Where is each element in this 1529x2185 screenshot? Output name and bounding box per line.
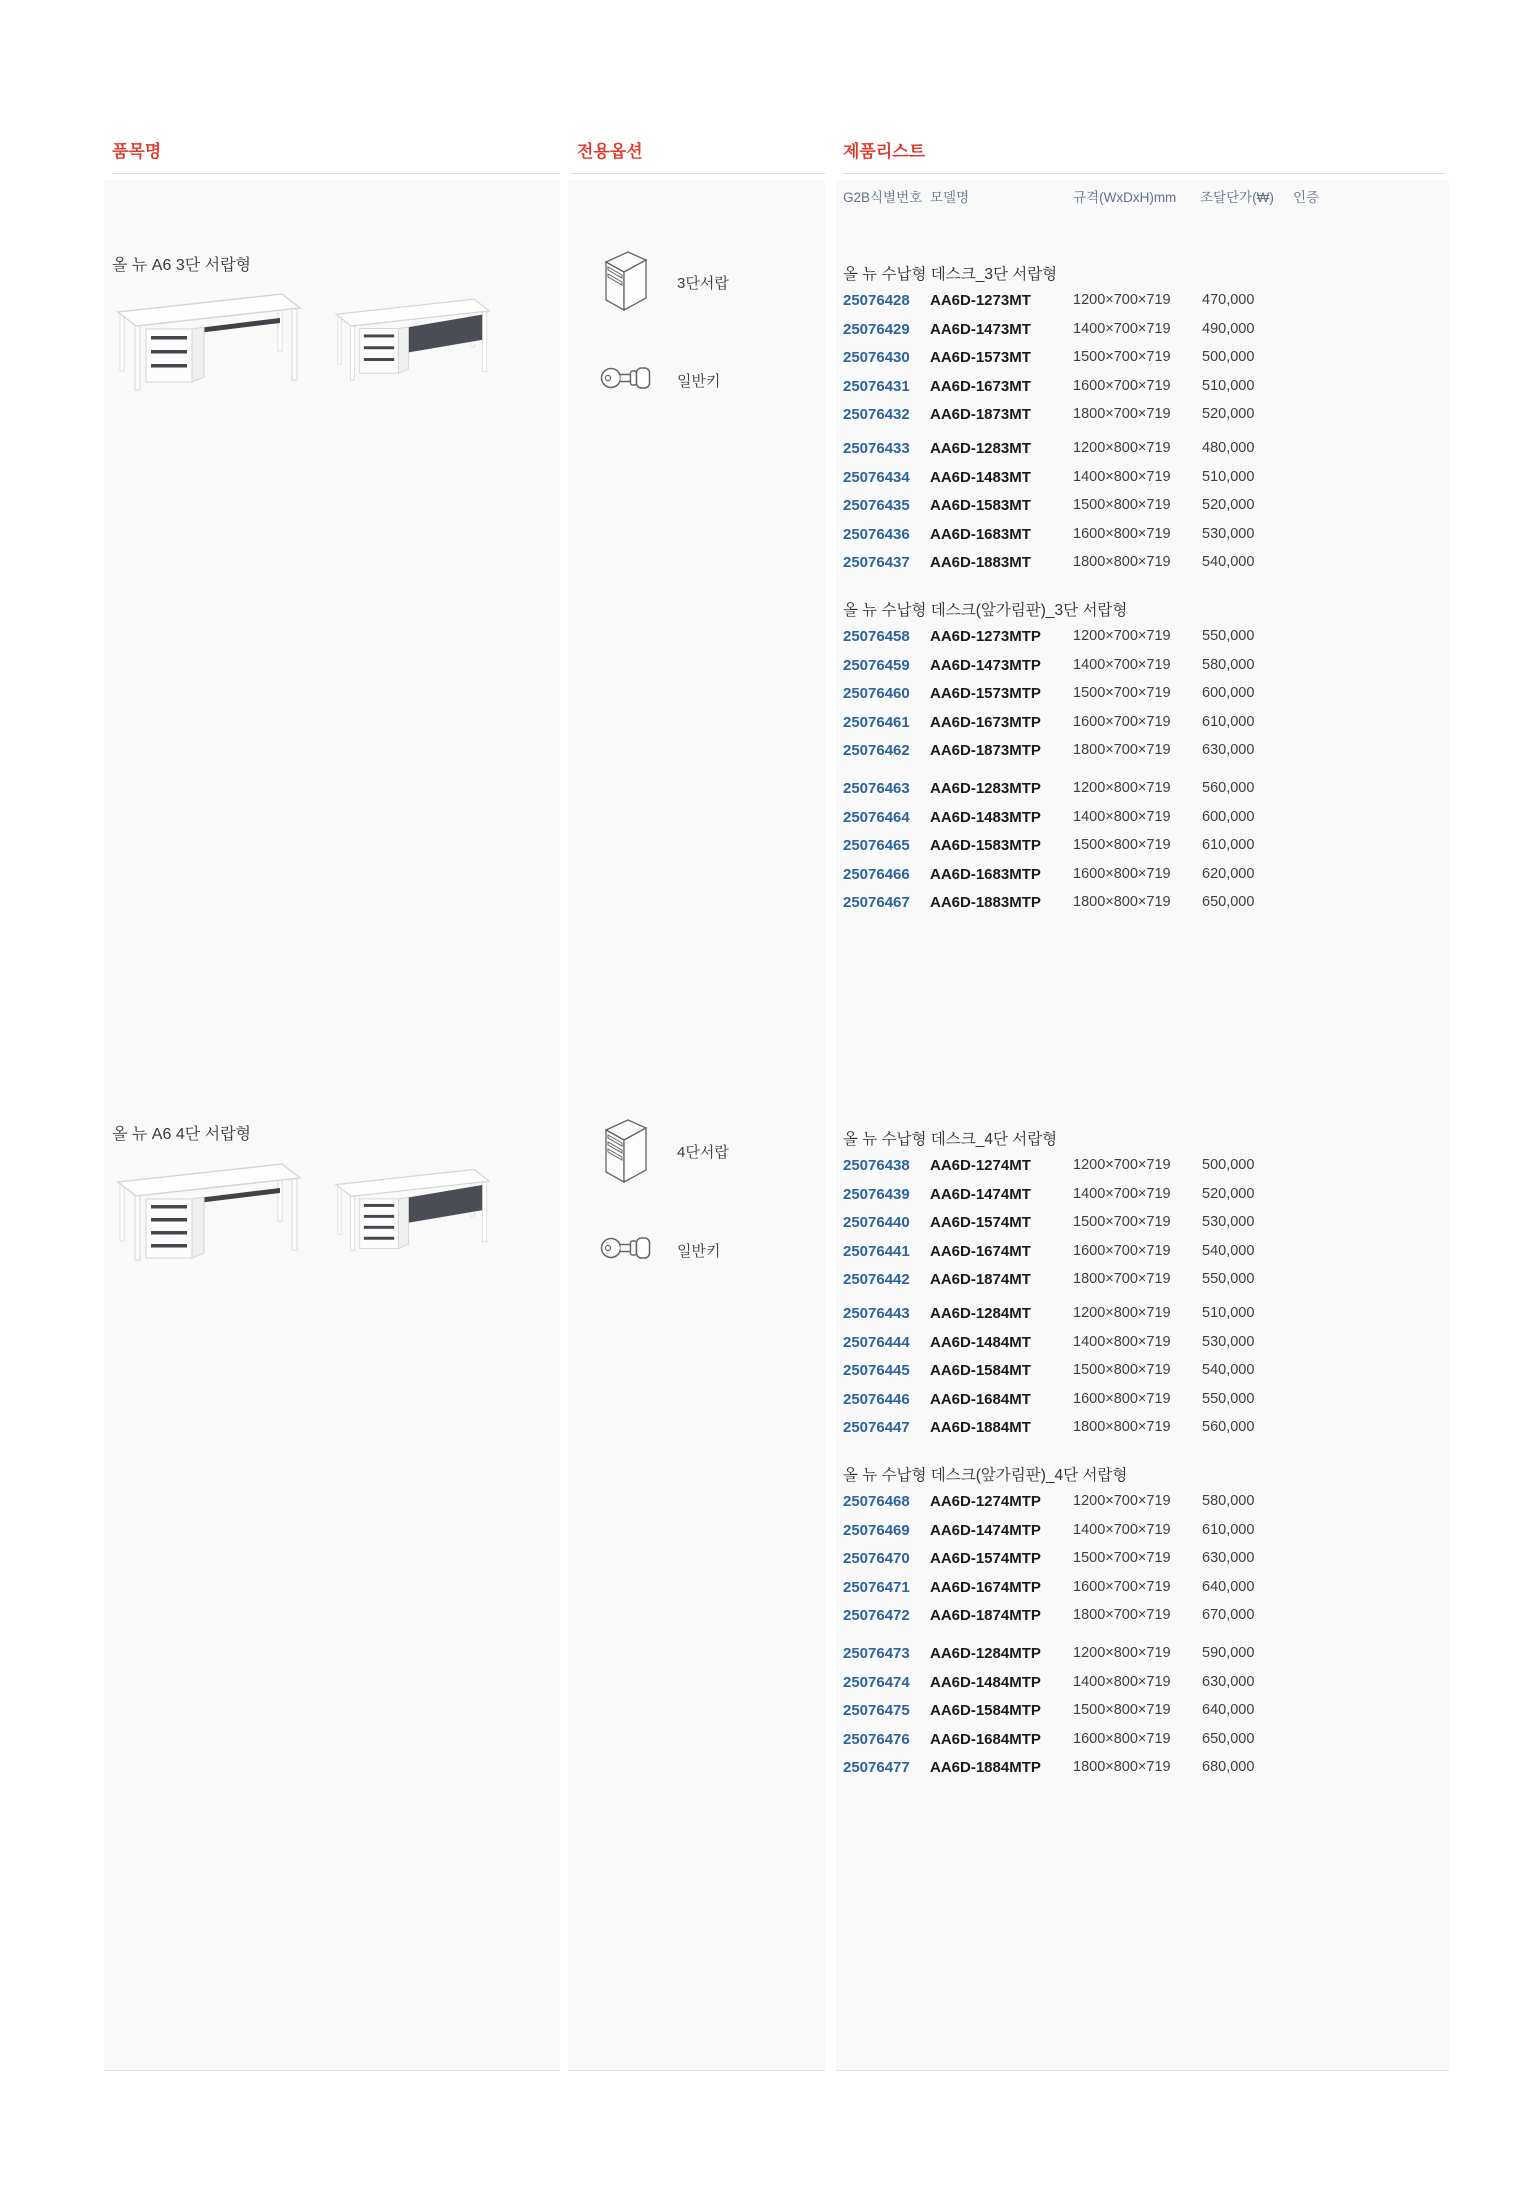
option-label: 일반키 (677, 373, 721, 390)
model-name: AA6D-1274MTP (930, 1493, 1041, 1510)
size-value: 1600×800×719 (1073, 1730, 1171, 1747)
model-name: AA6D-1274MT (930, 1157, 1031, 1174)
model-name: AA6D-1673MTP (930, 713, 1041, 731)
product-row (843, 497, 1445, 526)
product-row (843, 526, 1445, 555)
price-value: 560,000 (1202, 780, 1255, 796)
product-row (843, 1305, 1445, 1334)
size-value: 1200×800×719 (1073, 440, 1171, 456)
size-value: 1200×700×719 (1073, 292, 1171, 308)
size-value: 1200×800×719 (1073, 1645, 1171, 1661)
g2b-number: 25076432 (843, 406, 910, 423)
price-value: 530,000 (1202, 525, 1255, 542)
g2b-number: 25076437 (843, 554, 910, 571)
size-value: 1500×700×719 (1073, 685, 1171, 701)
size-value: 1200×800×719 (1073, 780, 1171, 796)
product-row (843, 1362, 1445, 1391)
g2b-number: 25076471 (843, 1578, 910, 1596)
product-row (843, 1493, 1445, 1522)
price-value: 510,000 (1202, 377, 1255, 394)
size-value: 1400×700×719 (1073, 1521, 1171, 1538)
g2b-number: 25076431 (843, 377, 910, 395)
size-value: 1600×800×719 (1073, 525, 1171, 542)
price-value: 610,000 (1202, 837, 1255, 853)
model-name: AA6D-1284MT (930, 1305, 1031, 1322)
size-value: 1200×700×719 (1073, 1157, 1171, 1173)
model-name: AA6D-1283MTP (930, 780, 1041, 797)
price-value: 610,000 (1202, 1521, 1255, 1538)
option-label: 3단서랍 (677, 275, 729, 292)
price-value: 550,000 (1202, 1390, 1255, 1407)
model-name: AA6D-1474MTP (930, 1521, 1041, 1539)
price-value: 540,000 (1202, 1362, 1255, 1378)
g2b-number: 25076475 (843, 1702, 910, 1719)
price-value: 520,000 (1202, 406, 1255, 422)
g2b-number: 25076465 (843, 837, 910, 854)
price-value: 530,000 (1202, 1333, 1255, 1350)
size-value: 1800×800×719 (1073, 1759, 1171, 1775)
product-row (843, 1157, 1445, 1186)
key-icon (600, 1232, 656, 1264)
product-row (843, 809, 1445, 838)
table-header-model: 모델명 (930, 190, 970, 205)
price-value: 640,000 (1202, 1578, 1255, 1595)
drawer-unit-3-icon (600, 248, 652, 314)
price-value: 530,000 (1202, 1214, 1255, 1230)
price-value: 630,000 (1202, 742, 1255, 758)
model-name: AA6D-1873MT (930, 406, 1031, 423)
model-name: AA6D-1473MT (930, 320, 1031, 338)
model-name: AA6D-1884MTP (930, 1759, 1041, 1776)
product-row (843, 349, 1445, 378)
group-title: 올 뉴 수납형 데스크(앞가림판)_3단 서랍형 (843, 602, 1128, 619)
product-row (843, 321, 1445, 350)
price-value: 650,000 (1202, 1730, 1255, 1747)
table-header-cert: 인증 (1293, 190, 1320, 205)
size-value: 1500×800×719 (1073, 497, 1171, 513)
price-value: 510,000 (1202, 468, 1255, 485)
size-value: 1800×700×719 (1073, 406, 1171, 422)
g2b-number: 25076428 (843, 292, 910, 309)
section1-item-title: 올 뉴 A6 3단 서랍형 (112, 257, 251, 274)
g2b-number: 25076468 (843, 1493, 910, 1510)
drawer-unit-4-icon (600, 1116, 652, 1186)
options-header: 전용옵션 (577, 142, 643, 161)
g2b-number: 25076461 (843, 713, 910, 731)
product-row (843, 1419, 1445, 1448)
option-label: 일반키 (677, 1243, 721, 1260)
product-row (843, 1243, 1445, 1272)
product-row (843, 1674, 1445, 1703)
size-value: 1400×800×719 (1073, 468, 1171, 485)
item-name-header: 품목명 (112, 142, 162, 161)
g2b-number: 25076476 (843, 1730, 910, 1748)
option-label: 4단서랍 (677, 1144, 729, 1161)
price-value: 630,000 (1202, 1550, 1255, 1566)
size-value: 1600×800×719 (1073, 1390, 1171, 1407)
price-value: 540,000 (1202, 1242, 1255, 1259)
model-name: AA6D-1483MT (930, 468, 1031, 486)
price-value: 550,000 (1202, 628, 1255, 644)
g2b-number: 25076473 (843, 1645, 910, 1662)
model-name: AA6D-1573MTP (930, 685, 1041, 702)
size-value: 1400×800×719 (1073, 1333, 1171, 1350)
model-name: AA6D-1674MTP (930, 1578, 1041, 1596)
price-value: 490,000 (1202, 320, 1255, 337)
g2b-number: 25076477 (843, 1759, 910, 1776)
model-name: AA6D-1874MT (930, 1271, 1031, 1288)
price-value: 620,000 (1202, 865, 1255, 882)
price-value: 650,000 (1202, 894, 1255, 910)
model-name: AA6D-1673MT (930, 377, 1031, 395)
table-header-g2b: G2B식별번호 (843, 190, 923, 205)
price-value: 550,000 (1202, 1271, 1255, 1287)
price-value: 680,000 (1202, 1759, 1255, 1775)
size-value: 1400×800×719 (1073, 1673, 1171, 1690)
g2b-number: 25076464 (843, 808, 910, 826)
g2b-number: 25076446 (843, 1390, 910, 1408)
table-header-price: 조달단가(₩) (1200, 190, 1274, 205)
model-name: AA6D-1584MTP (930, 1702, 1041, 1719)
product-row (843, 1334, 1445, 1363)
g2b-number: 25076435 (843, 497, 910, 514)
size-value: 1800×800×719 (1073, 554, 1171, 570)
model-name: AA6D-1273MT (930, 292, 1031, 309)
g2b-number: 25076474 (843, 1673, 910, 1691)
desk-image-3drawer-front-panel (326, 281, 496, 393)
g2b-number: 25076434 (843, 468, 910, 486)
product-row (843, 1607, 1445, 1636)
g2b-number: 25076447 (843, 1419, 910, 1436)
price-value: 610,000 (1202, 713, 1255, 730)
size-value: 1500×700×719 (1073, 1550, 1171, 1566)
product-row (843, 1702, 1445, 1731)
g2b-number: 25076433 (843, 440, 910, 457)
product-row (843, 1522, 1445, 1551)
model-name: AA6D-1873MTP (930, 742, 1041, 759)
group-title: 올 뉴 수납형 데스크(앞가림판)_4단 서랍형 (843, 1467, 1128, 1484)
desk-image-3drawer (106, 278, 308, 400)
product-row (843, 469, 1445, 498)
model-name: AA6D-1684MT (930, 1390, 1031, 1408)
g2b-number: 25076444 (843, 1333, 910, 1351)
product-row (843, 628, 1445, 657)
model-name: AA6D-1283MT (930, 440, 1031, 457)
size-value: 1500×800×719 (1073, 1362, 1171, 1378)
g2b-number: 25076467 (843, 894, 910, 911)
product-row (843, 378, 1445, 407)
g2b-number: 25076443 (843, 1305, 910, 1322)
g2b-number: 25076470 (843, 1550, 910, 1567)
product-row (843, 406, 1445, 435)
size-value: 1500×700×719 (1073, 349, 1171, 365)
product-row (843, 1645, 1445, 1674)
price-value: 580,000 (1202, 1493, 1255, 1509)
model-name: AA6D-1883MTP (930, 894, 1041, 911)
price-value: 580,000 (1202, 656, 1255, 673)
item-name-rule (112, 173, 560, 174)
g2b-number: 25076438 (843, 1157, 910, 1174)
g2b-number: 25076441 (843, 1242, 910, 1260)
model-name: AA6D-1874MTP (930, 1607, 1041, 1624)
product-row (843, 780, 1445, 809)
section2-item-title: 올 뉴 A6 4단 서랍형 (112, 1126, 251, 1143)
model-name: AA6D-1484MTP (930, 1673, 1041, 1691)
product-row (843, 1731, 1445, 1760)
price-value: 480,000 (1202, 440, 1255, 456)
product-table (843, 180, 1445, 2071)
product-row (843, 685, 1445, 714)
price-value: 470,000 (1202, 292, 1255, 308)
group-title: 올 뉴 수납형 데스크_3단 서랍형 (843, 266, 1058, 283)
model-name: AA6D-1483MTP (930, 808, 1041, 826)
g2b-number: 25076458 (843, 628, 910, 645)
product-row (843, 1271, 1445, 1300)
group-title: 올 뉴 수납형 데스크_4단 서랍형 (843, 1131, 1058, 1148)
size-value: 1800×700×719 (1073, 742, 1171, 758)
size-value: 1800×800×719 (1073, 1419, 1171, 1435)
size-value: 1500×800×719 (1073, 1702, 1171, 1718)
product-row (843, 440, 1445, 469)
price-value: 630,000 (1202, 1673, 1255, 1690)
options-rule (572, 173, 825, 174)
price-value: 540,000 (1202, 554, 1255, 570)
price-value: 640,000 (1202, 1702, 1255, 1718)
model-name: AA6D-1674MT (930, 1242, 1031, 1260)
model-name: AA6D-1583MTP (930, 837, 1041, 854)
product-row (843, 1579, 1445, 1608)
product-list-header: 제품리스트 (843, 142, 926, 161)
g2b-number: 25076429 (843, 320, 910, 338)
size-value: 1400×700×719 (1073, 656, 1171, 673)
price-value: 600,000 (1202, 808, 1255, 825)
model-name: AA6D-1473MTP (930, 656, 1041, 674)
price-value: 510,000 (1202, 1305, 1255, 1321)
size-value: 1600×700×719 (1073, 713, 1171, 730)
product-row (843, 1186, 1445, 1215)
price-value: 670,000 (1202, 1607, 1255, 1623)
table-header-size: 규격(WxDxH)mm (1073, 190, 1177, 205)
product-row (843, 894, 1445, 923)
size-value: 1800×800×719 (1073, 894, 1171, 910)
g2b-number: 25076469 (843, 1521, 910, 1539)
size-value: 1500×700×719 (1073, 1214, 1171, 1230)
product-row (843, 1550, 1445, 1579)
size-value: 1200×700×719 (1073, 628, 1171, 644)
model-name: AA6D-1583MT (930, 497, 1031, 514)
price-value: 520,000 (1202, 1185, 1255, 1202)
size-value: 1400×700×719 (1073, 320, 1171, 337)
size-value: 1600×700×719 (1073, 1242, 1171, 1259)
size-value: 1600×800×719 (1073, 865, 1171, 882)
g2b-number: 25076463 (843, 780, 910, 797)
price-value: 500,000 (1202, 1157, 1255, 1173)
g2b-number: 25076459 (843, 656, 910, 674)
g2b-number: 25076430 (843, 349, 910, 366)
g2b-number: 25076436 (843, 525, 910, 543)
product-row (843, 866, 1445, 895)
g2b-number: 25076442 (843, 1271, 910, 1288)
model-name: AA6D-1284MTP (930, 1645, 1041, 1662)
desk-image-4drawer (106, 1148, 308, 1274)
model-name: AA6D-1273MTP (930, 628, 1041, 645)
desk-image-4drawer-front-panel (326, 1151, 496, 1267)
price-value: 590,000 (1202, 1645, 1255, 1661)
size-value: 1600×700×719 (1073, 1578, 1171, 1595)
g2b-number: 25076445 (843, 1362, 910, 1379)
model-name: AA6D-1683MT (930, 525, 1031, 543)
price-value: 500,000 (1202, 349, 1255, 365)
price-value: 520,000 (1202, 497, 1255, 513)
price-value: 600,000 (1202, 685, 1255, 701)
model-name: AA6D-1484MT (930, 1333, 1031, 1351)
product-row (843, 1391, 1445, 1420)
size-value: 1200×700×719 (1073, 1493, 1171, 1509)
product-row (843, 742, 1445, 771)
product-row (843, 714, 1445, 743)
g2b-number: 25076440 (843, 1214, 910, 1231)
model-name: AA6D-1584MT (930, 1362, 1031, 1379)
model-name: AA6D-1573MT (930, 349, 1031, 366)
model-name: AA6D-1683MTP (930, 865, 1041, 883)
g2b-number: 25076466 (843, 865, 910, 883)
g2b-number: 25076472 (843, 1607, 910, 1624)
size-value: 1400×700×719 (1073, 1185, 1171, 1202)
product-row (843, 1214, 1445, 1243)
g2b-number: 25076462 (843, 742, 910, 759)
key-icon (600, 362, 656, 394)
product-row (843, 837, 1445, 866)
size-value: 1600×700×719 (1073, 377, 1171, 394)
product-row (843, 292, 1445, 321)
product-row (843, 657, 1445, 686)
model-name: AA6D-1684MTP (930, 1730, 1041, 1748)
model-name: AA6D-1884MT (930, 1419, 1031, 1436)
product-row (843, 554, 1445, 583)
price-value: 560,000 (1202, 1419, 1255, 1435)
size-value: 1200×800×719 (1073, 1305, 1171, 1321)
g2b-number: 25076460 (843, 685, 910, 702)
model-name: AA6D-1474MT (930, 1185, 1031, 1203)
size-value: 1800×700×719 (1073, 1271, 1171, 1287)
g2b-number: 25076439 (843, 1185, 910, 1203)
model-name: AA6D-1883MT (930, 554, 1031, 571)
product-row (843, 1759, 1445, 1788)
size-value: 1800×700×719 (1073, 1607, 1171, 1623)
model-name: AA6D-1574MT (930, 1214, 1031, 1231)
size-value: 1400×800×719 (1073, 808, 1171, 825)
size-value: 1500×800×719 (1073, 837, 1171, 853)
product-list-rule (843, 173, 1445, 174)
model-name: AA6D-1574MTP (930, 1550, 1041, 1567)
